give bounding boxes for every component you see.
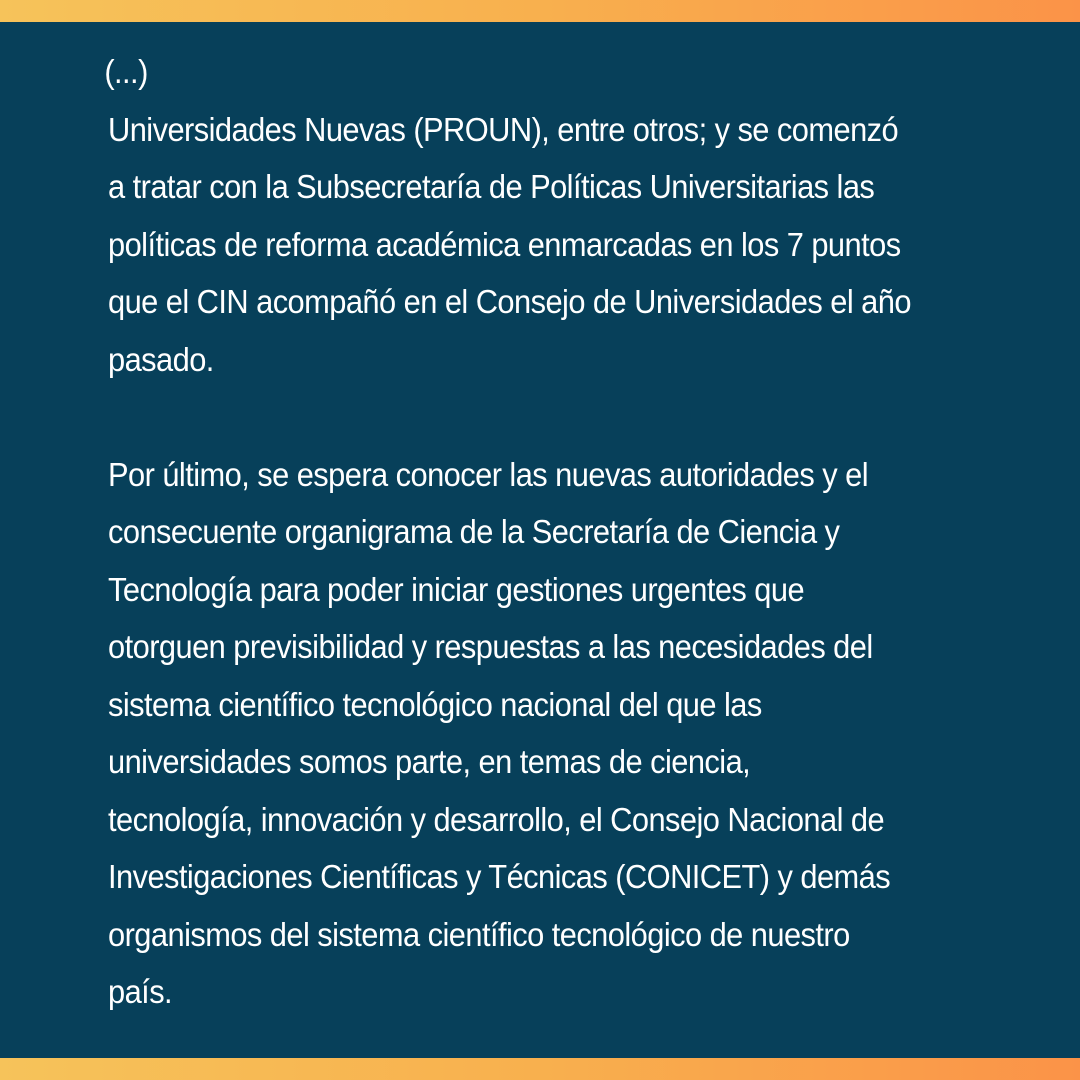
paragraph-line: universidades somos parte, en temas de ciencia, (108, 744, 751, 781)
paragraph-line: país. (108, 974, 173, 1011)
paragraph-2 (108, 447, 1008, 1022)
bottom-accent-bar (0, 1058, 1080, 1080)
paragraph-line: Por último, se espera conocer las nuevas autoridades y el (108, 456, 869, 494)
paragraph-line: que el CIN acompañó en el Consejo de Universidades el año (108, 284, 911, 321)
paragraph-line: sistema científico tecnológico nacional del que las (108, 686, 762, 724)
paragraph-line: a tratar con la Subsecretaría de Políticas Universitarias las (108, 169, 875, 206)
paragraph-line: Investigaciones Científicas y Técnicas (CONICET) y demás (108, 859, 891, 896)
paragraph-line: otorguen previsibilidad y respuestas a las necesidades del (108, 629, 873, 666)
paragraph-line: Universidades Nuevas (PROUN), entre otros; y se comenzó (108, 111, 899, 149)
paragraph-line: pasado. (108, 341, 214, 379)
paragraph-1 (108, 102, 1008, 390)
paragraph-line: consecuente organigrama de la Secretaría de Ciencia y (108, 514, 840, 551)
paragraph-line: organismos del sistema científico tecnológico de nuestro (108, 916, 850, 954)
ellipsis-marker: (...) (104, 54, 148, 91)
paragraph-line: tecnología, innovación y desarrollo, el Consejo Nacional de (108, 801, 885, 839)
paragraph-line: políticas de reforma académica enmarcadas en los 7 puntos (108, 226, 901, 264)
paragraph-line: Tecnología para poder iniciar gestiones urgentes que (108, 571, 805, 609)
paragraph-spacer (108, 389, 1008, 447)
top-accent-bar (0, 0, 1080, 22)
document-body (104, 44, 1008, 1022)
